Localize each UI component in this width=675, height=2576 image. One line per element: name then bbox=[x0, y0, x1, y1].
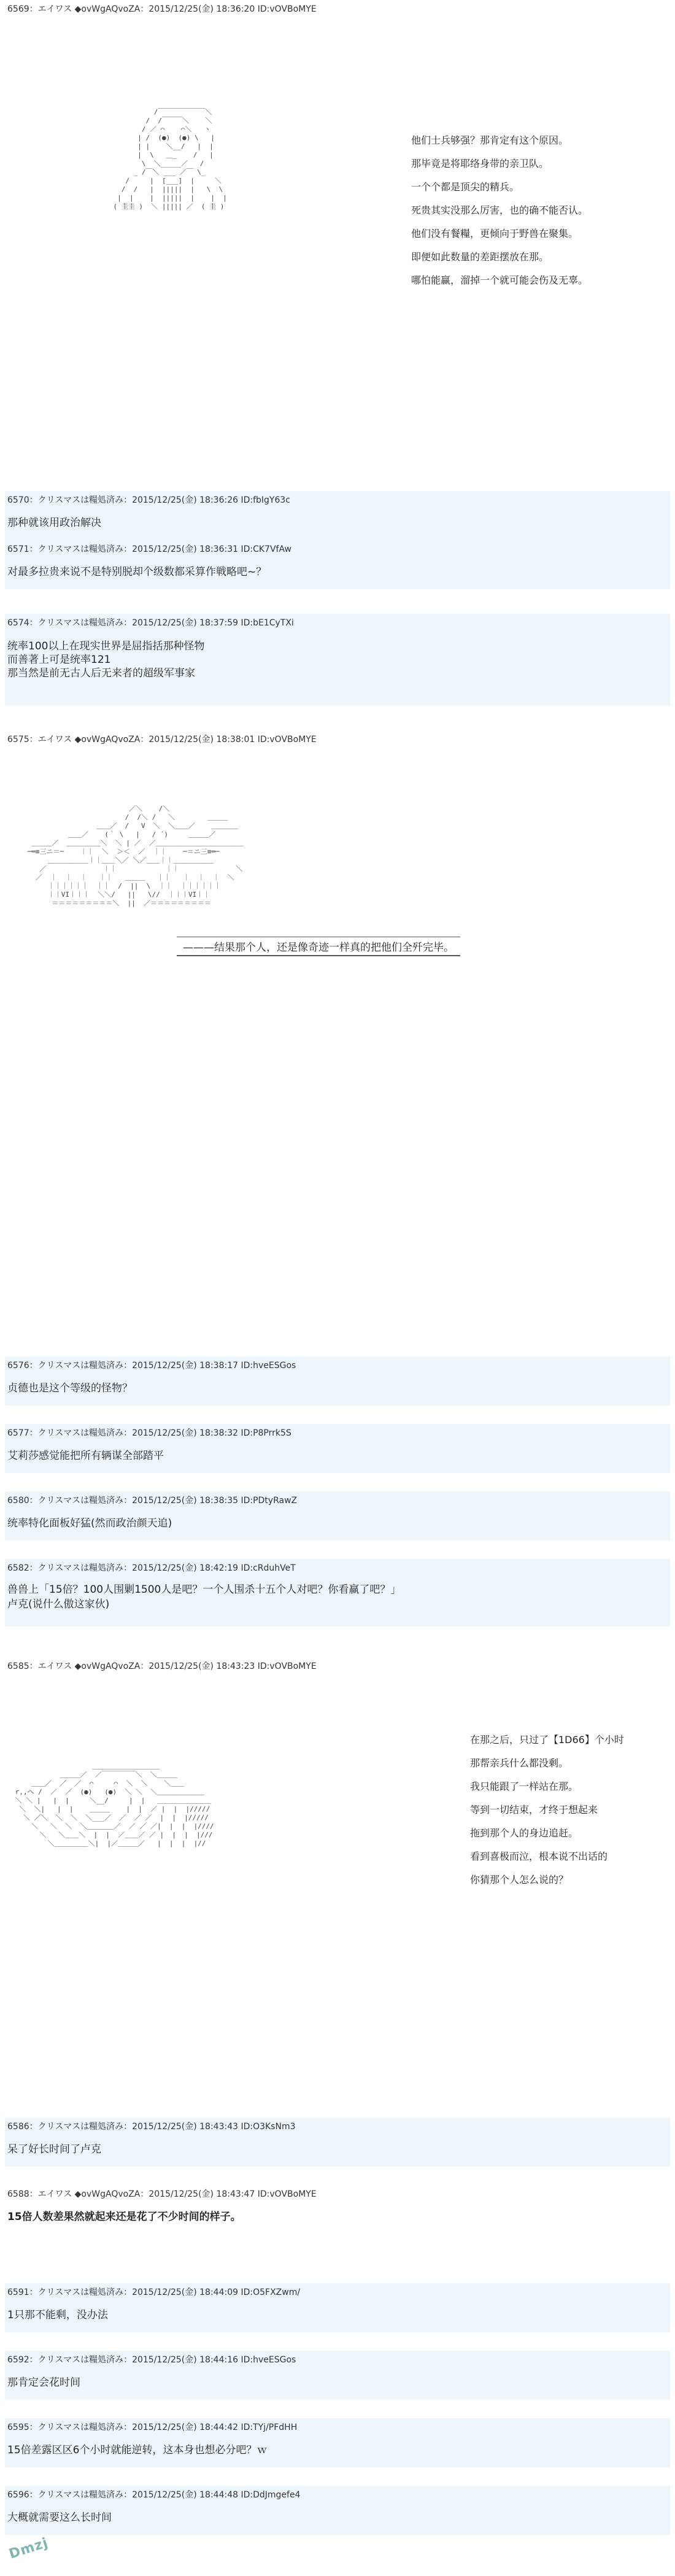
narration-line: 哪怕能赢，溜掉一个就可能会伤及无辜。 bbox=[411, 274, 588, 286]
post-body: 统率100以上在现实世界是屈指括那种怪物 而善著上可是统率121 那当然是前无古人后无来者的超级军事家 bbox=[7, 640, 205, 679]
narration-line: 那毕竟是将耶络身带的亲卫队。 bbox=[411, 158, 549, 169]
narration-line: 你猜那个人怎么说的？ bbox=[470, 1874, 569, 1886]
post-6596 bbox=[5, 2486, 670, 2535]
post-6582 bbox=[5, 1559, 670, 1626]
post-header: 6585：エイワス ◆ovWgAQvoZA：2015/12/25(金) 18:43:23 ID:vOVBoMYE bbox=[7, 1661, 317, 1671]
post-6570 bbox=[5, 491, 670, 540]
post-body: 贞德也是这个等级的怪物？ bbox=[7, 1382, 133, 1394]
post-header: 6596：クリスマスは糧処済み：2015/12/25(金) 18:44:48 ID:DdJmgefe4 bbox=[7, 2490, 301, 2500]
post-6591 bbox=[5, 2283, 670, 2332]
post-header: 6577：クリスマスは糧処済み：2015/12/25(金) 18:38:32 ID:P8Prrk5S bbox=[7, 1428, 291, 1438]
post-body: 1只那不能剩，没办法 bbox=[7, 2309, 108, 2321]
post-header: 6574：クリスマスは糧処済み：2015/12/25(金) 18:37:59 ID:bE1CyTXi bbox=[7, 618, 294, 628]
narration-line: 那帮亲兵什么都没剩。 bbox=[470, 1757, 569, 1769]
narration-banner: ———结果那个人，还是像奇迹一样真的把他们全歼完毕。 bbox=[177, 937, 460, 956]
post-header: 6586：クリスマスは糧処済み：2015/12/25(金) 18:43:43 ID:O3KsNm3 bbox=[7, 2122, 296, 2132]
post-header: 6582：クリスマスは糧処済み：2015/12/25(金) 18:42:19 ID:cRduhVeT bbox=[7, 1563, 296, 1573]
post-6588 bbox=[5, 2185, 670, 2234]
post-header: 6575：エイワス ◆ovWgAQvoZA：2015/12/25(金) 18:38:01 ID:vOVBoMYE bbox=[7, 735, 317, 745]
post-body: 艾莉莎感觉能把所有辆谋全部踏平 bbox=[7, 1450, 164, 1462]
ascii-art: /￣￣￣￣￣￣￣＼ / /￣￣￣＼ ＼ / ／ ⌒ ⌒＼ ヽ | / (●) (●) \ | | | ＼__/ | | | \ ＿_ / | \ ＼_____／ / _ /￣＼ ___ ／￣ \_ / | [___] | ＼ / / | ||||| | \ \ | | | ||||| | | | ( 圭圭 ) ＼ ||||| ／ ( 圭 ) bbox=[113, 108, 227, 211]
post-body: 呆了好长时间了卢克 bbox=[7, 2143, 101, 2156]
post-6585 bbox=[5, 1657, 670, 2013]
post-header: 6569：エイワス ◆ovWgAQvoZA：2015/12/25(金) 18:36:20 ID:vOVBoMYE bbox=[7, 4, 317, 14]
narration bbox=[411, 129, 588, 292]
ascii-art: ／＼ /＼ / /＼ / ＼ ＿＿＿ ＿＿／ / V ＼ ＼＿＿／ ＿＿＿＿ ＿＿／ (｀ \ | / ´) ＿＿＿／ ＿＿＿／ ＿＿＿＿＿＼ ＼ | ／ ／＿＿＿＿＿＿＿＿＿＿＿＿＿ ─═≡三ニ＝─ ｜｜ ＼ ＞＜ ／ ｜｜ ─＝ニ三≡═─ ＿＿＿＿＿＿｜｜＿＿＼／ ＼／＿＿｜｜＿＿＿＿＿＿ ／ ｜｜ ｜｜ ＼ ／ ｜ ｜ ｜ ｜｜ ＿＿＿ ｜｜ ｜ ｜ ｜ ＼ ｜｜｜｜｜｜ ｜｜ / || \ ｜｜ ｜｜｜｜｜｜ ｜｜VI｜｜｜ ＼＼/ || \// ｜｜｜VI｜｜ ＝＝＝＝＝＝＝＝＝＼ || ／＝＝＝＝＝＝＝＝＝ bbox=[27, 805, 244, 907]
narration-line: 即便如此数量的差距摆放在那。 bbox=[411, 251, 549, 263]
post-header: 6591：クリスマスは糧処済み：2015/12/25(金) 18:44:09 ID:O5FXZwm/ bbox=[7, 2288, 301, 2297]
post-body: 15倍人数差果然就起来还是花了不少时间的样子。 bbox=[7, 2211, 241, 2223]
post-header: 6592：クリスマスは糧処済み：2015/12/25(金) 18:44:16 ID:hveESGos bbox=[7, 2355, 296, 2365]
post-6580 bbox=[5, 1491, 670, 1541]
post-header: 6570：クリスマスは糧処済み：2015/12/25(金) 18:36:26 ID:fbIgY63c bbox=[7, 495, 290, 505]
narration bbox=[470, 1728, 624, 1892]
post-header: 6595：クリスマスは糧処済み：2015/12/25(金) 18:44:42 ID:TYj/PFdHH bbox=[7, 2423, 298, 2432]
narration-line: 一个个都是顶尖的精兵。 bbox=[411, 181, 520, 193]
narration-line: 他们士兵够强？那肯定有这个原因。 bbox=[411, 134, 569, 146]
post-body: 对最多拉贵来说不是特别脱却个级数都采算作戦略吧~？ bbox=[7, 566, 267, 578]
post-6571 bbox=[5, 540, 670, 589]
ascii-art: ＿＿＿＿＿＿＿＿＿＿ ＿＿＿／ ／￣￣￣￣￣＼ ＼＿＿＿ ＿＿／ ／ ／ ⌒ ⌒ ＼ ＼ ＼＿＿ r,,ヘ / ／ ／ (●) (●) ＼ ＼ ＼＿＿＿＿＿＿＿ ＼ ＼ | | | ＼__/ | | ＿＿＿＿＿＿＿＿ ＼ ＼| | | ＿＿＿ | | ／ | | |///// ＼ ／＼ ＼ ＼ ＼___／ ／ ／ ／ | | |///// ＼ ＼ ＼ ＼＿＿＿＿／ ／ ／ ／| | | |//// ＼ ＼＿＿＼ | | ／＿＿／ ／ | | | |/// ＼＿＿＿＿＿＼| |／＿＿＿／ | | | |// bbox=[15, 1762, 214, 1847]
post-6577 bbox=[5, 1424, 670, 1473]
post-body: 统率特化面板好猛(然而政治颜天追) bbox=[7, 1517, 172, 1530]
post-header: 6576：クリスマスは糧処済み：2015/12/25(金) 18:38:17 ID:hveESGos bbox=[7, 1361, 296, 1371]
narration-line: 看到喜极而泣，根本说不出话的 bbox=[470, 1851, 608, 1862]
watermark-logo: Dmzj bbox=[7, 2535, 50, 2562]
narration-line: 在那之后，只过了【1D66】个小时 bbox=[470, 1734, 624, 1746]
post-header: 6580：クリスマスは糧処済み：2015/12/25(金) 18:38:35 ID:PDtyRawZ bbox=[7, 1496, 298, 1506]
post-6576 bbox=[5, 1356, 670, 1406]
post-6569 bbox=[5, 0, 670, 286]
narration-line: 等到一切结束，才终于想起来 bbox=[470, 1804, 598, 1816]
post-body: 15倍差露区区6个小时就能逆转，这本身也想必分吧？ｗ bbox=[7, 2444, 268, 2456]
post-body: 兽兽上「15倍？100人围剿1500人是吧？一个人围杀十五个人对吧？你看赢了吧？」 卢克(说什么傲这家伙) bbox=[7, 1584, 401, 1611]
post-body: 那种就该用政治解决 bbox=[7, 517, 101, 529]
post-6595 bbox=[5, 2418, 670, 2467]
narration-line: 拖到那个人的身边追赶。 bbox=[470, 1827, 579, 1839]
post-6575 bbox=[5, 730, 670, 1172]
narration-line: 他们没有餐糧，更倾向于野兽在聚集。 bbox=[411, 228, 579, 239]
post-header: 6571：クリスマスは糧処済み：2015/12/25(金) 18:36:31 ID:CK7VfAw bbox=[7, 544, 291, 554]
narration-line: 死贵其实没那么厉害，也的确不能否认。 bbox=[411, 204, 588, 216]
narration-line: 我只能跟了一样站在那。 bbox=[470, 1781, 579, 1792]
post-6586 bbox=[5, 2118, 670, 2167]
post-body: 大概就需要这么长时间 bbox=[7, 2512, 112, 2524]
post-6574 bbox=[5, 614, 670, 706]
post-body: 那肯定会花时间 bbox=[7, 2377, 80, 2389]
post-6592 bbox=[5, 2351, 670, 2400]
post-header: 6588：エイワス ◆ovWgAQvoZA：2015/12/25(金) 18:43:47 ID:vOVBoMYE bbox=[7, 2189, 317, 2199]
